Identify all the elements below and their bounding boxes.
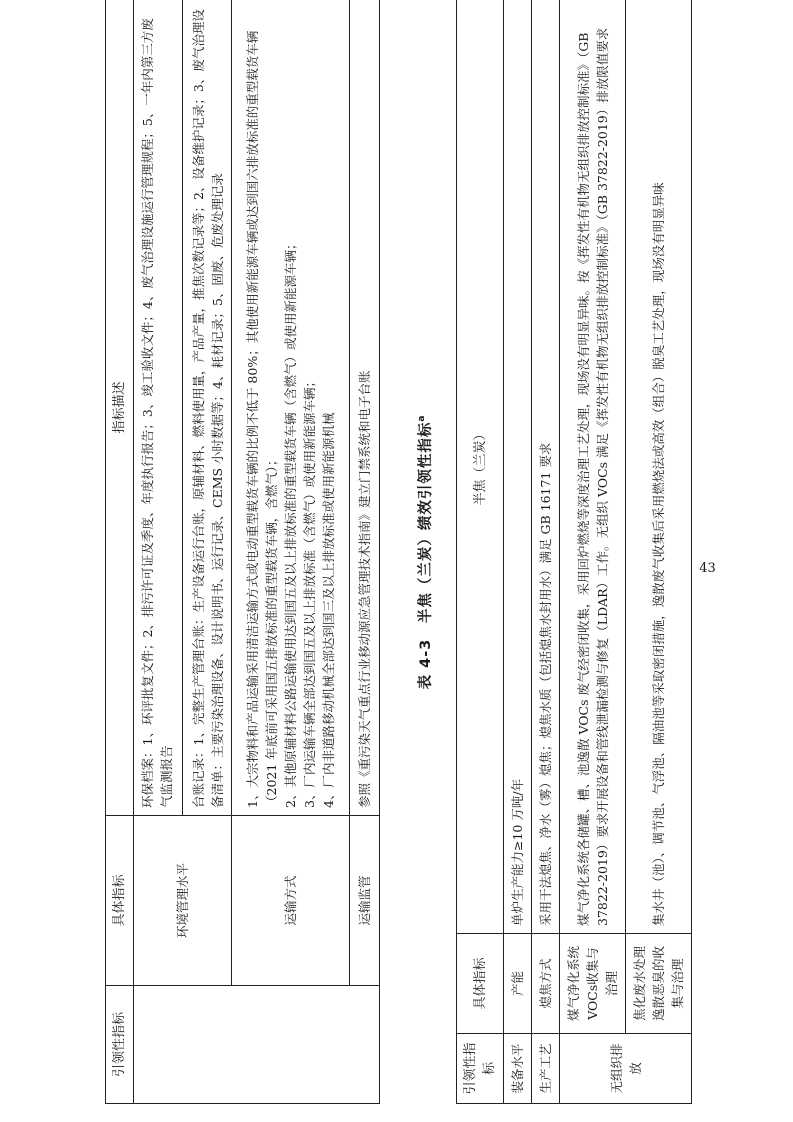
table-row	[134, 0, 232, 1104]
description-line: 3、厂内运输车辆全部达到国五及以上排放标准（含燃气）或使用新能源车辆；	[302, 375, 317, 808]
description-cell	[134, 0, 232, 816]
category-cell	[134, 986, 380, 1104]
indicator-cell: 熄焦方式	[532, 934, 560, 1034]
description-cell: 集水井（池）、调节池、气浮池、隔油池等采取密闭措施，逸散废气收集后采用燃烧法或高效（组合）脱臭工艺处理，现场没有明显异味	[626, 0, 692, 934]
description-line: 环保档案：1、环评批复文件；2、排污许可证及季度、年度执行报告；3、竣工验收文件；4、废气治理设施运行管理规程；5、一年内第三方废气监测报告	[138, 0, 183, 815]
indicator-cell: 环境管理水平	[134, 816, 232, 986]
description-line: 4、厂内非道路移动机械全部达到国三及以上排放标准或使用新能源机械	[321, 412, 336, 808]
indicator-cell: 运输方式	[232, 816, 350, 986]
header-indicator: 具体指标	[106, 816, 134, 986]
table-row	[232, 0, 350, 1104]
table-row	[504, 0, 532, 1104]
category-cell: 生产工艺	[532, 1034, 560, 1104]
table-header-row	[106, 0, 134, 1104]
indicator-cell: 产能	[504, 934, 532, 1034]
header-lantan: 半焦（兰炭）	[457, 0, 504, 934]
table-header-row	[457, 0, 504, 1104]
indicator-cell: 运输监管	[350, 816, 380, 986]
indicator-cell: 焦化废水处理逸散恶臭的收集与治理	[626, 934, 692, 1034]
description-line: 1、大宗物料和产品运输采用清洁运输方式或电动重型载货车辆的比例不低于 80%；其他使用新能源车辆或达到国六排放标准的重型载货车辆（2021 年底前可采用国五排放标准的重型载货车辆，含燃气）；	[245, 30, 279, 808]
page-number: 43	[699, 561, 716, 577]
table-row	[560, 0, 626, 1104]
description-cell: 单炉生产能力≥10 万吨/年	[504, 0, 532, 934]
caption-footnote-marker: a	[417, 414, 428, 422]
indicator-table-continued	[105, 0, 380, 1104]
header-indicator: 具体指标	[457, 934, 504, 1034]
table-row	[626, 0, 692, 1104]
table-row	[532, 0, 560, 1104]
description-cell: 采用干法熄焦、净水（雾）熄焦；熄焦水质（包括熄焦水封用水）满足 GB 16171 要求	[532, 0, 560, 934]
category-cell: 装备水平	[504, 1034, 532, 1104]
description-line: 2、其他原辅材料公路运输使用达到国五及以上排放标准的重型载货车辆（含燃气）或使用新能源车辆；	[283, 237, 298, 808]
description-line: 台账记录：1、完整生产管理台账：生产设备运行台账，原辅材料、燃料使用量，产品产量，推焦次数记录等；2、设备维护记录；3、废气治理设备清单：主要污染治理设备、设计说明书、运行记录、CEMS 小时数据等；4、耗材记录；5、固废、危废处理记录	[191, 9, 225, 808]
description-cell	[232, 0, 350, 816]
header-category: 引领性指标	[457, 1034, 504, 1104]
indicator-cell: 煤气净化系统 VOCs收集与治理	[560, 934, 626, 1034]
table-caption	[414, 202, 435, 902]
lantan-indicator-table	[456, 0, 692, 1104]
header-description: 指标描述	[106, 0, 134, 816]
description-cell: 煤气净化系统各储罐、槽、池逸散 VOCs 废气经密闭收集，采用回炉燃烧等深度治理工艺处理，现场没有明显异味。按《挥发性有机物无组织排放控制标准》（GB 37822-2019）要求开展设备和管线泄漏检测与修复（LDAR）工作。无组织 VOCs 满足《挥发性有机物无组织排放控制标准》（GB 37822-2019）排放限值要求	[560, 0, 626, 934]
description-cell: 参照《重污染天气重点行业移动源应急管理技术指南》建立门禁系统和电子台账	[350, 0, 380, 816]
caption-title: 表 4-3 半焦（兰炭）绩效引领性指标	[418, 421, 434, 690]
table-row	[350, 0, 380, 1104]
category-cell: 无组织排放	[560, 1034, 692, 1104]
header-category: 引领性指标	[106, 986, 134, 1104]
